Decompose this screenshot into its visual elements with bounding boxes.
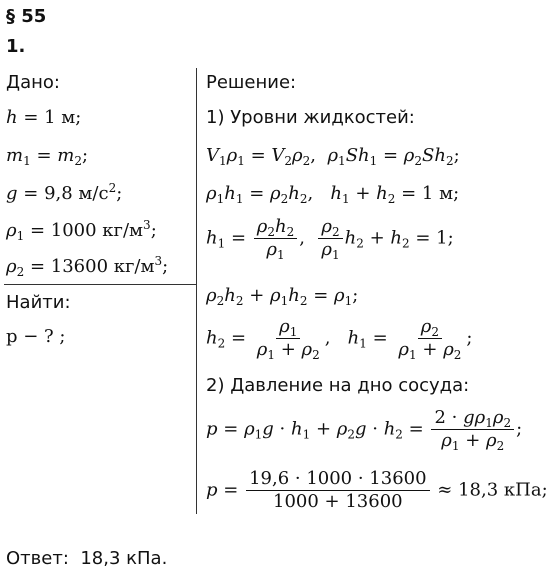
equation-pressure-numeric: p = $\frac{19,6 \cdot 1000 \cdot 13600}{1000 + 13600}$ ≈ 18,3 кПа; [206, 468, 548, 512]
step-1-heading: 1) Уровни жидкостей: [206, 107, 415, 128]
given-height: h = 1 м; [6, 107, 82, 128]
answer-line [6, 548, 167, 569]
find-heading: Найти: [6, 292, 71, 313]
task-number: 1. [6, 36, 26, 57]
equation-combined: $\rho_2h_2 + \rho_1h_2 = \rho_1$; [206, 285, 359, 308]
equation-volume-mass: $V_1\rho_1 = V_2\rho_2$, $\rho_1Sh_1 = \rho_2Sh_2$; [206, 145, 460, 168]
answer-value: 18,3 кПа. [80, 548, 168, 569]
given-density-2: $\rho_2 = 13600$ $кг/м^3$; [6, 254, 169, 279]
find-expression: p − ? ; [6, 326, 66, 347]
given-gravity: g = 9,8 $м/с^2$; [6, 181, 123, 204]
step-2-heading: 2) Давление на дно сосуда: [206, 375, 470, 396]
column-divider [196, 68, 197, 514]
given-density-1: $\rho_1 = 1000$ $кг/м^3$; [6, 218, 157, 243]
solution-heading: Решение: [206, 72, 297, 93]
equation-heights: $\rho_1h_1 = \rho_2h_2$, $h_1 + h_2 = 1$ м; [206, 183, 460, 206]
given-heading: Дано: [6, 72, 60, 93]
given-mass: $m_1 = m_2$; [6, 145, 89, 168]
equation-height-solutions: $h_2$ = $\frac{\rho_1}{\rho_1 + \rho_2}$ , $h_1$ = $\frac{\rho_2}{\rho_1 + \rho_2}$ ; [206, 316, 473, 362]
section-number: § 55 [6, 6, 47, 27]
given-find-divider [4, 284, 196, 285]
answer-label: Ответ: [6, 548, 69, 569]
equation-h1-substitution: $h_1$ = $\frac{\rho_2h_2}{\rho_1}$ , $\frac{\rho_2}{\rho_1}$ $h_2 + h_2 = 1$; [206, 216, 454, 262]
equation-pressure-formula: $p = \rho_1g \cdot h_1 + \rho_2g \cdot h_2$ = $\frac{2 \cdot g\rho_1\rho_2}{\rho_1 + \rho_2}$ ; [206, 407, 523, 453]
